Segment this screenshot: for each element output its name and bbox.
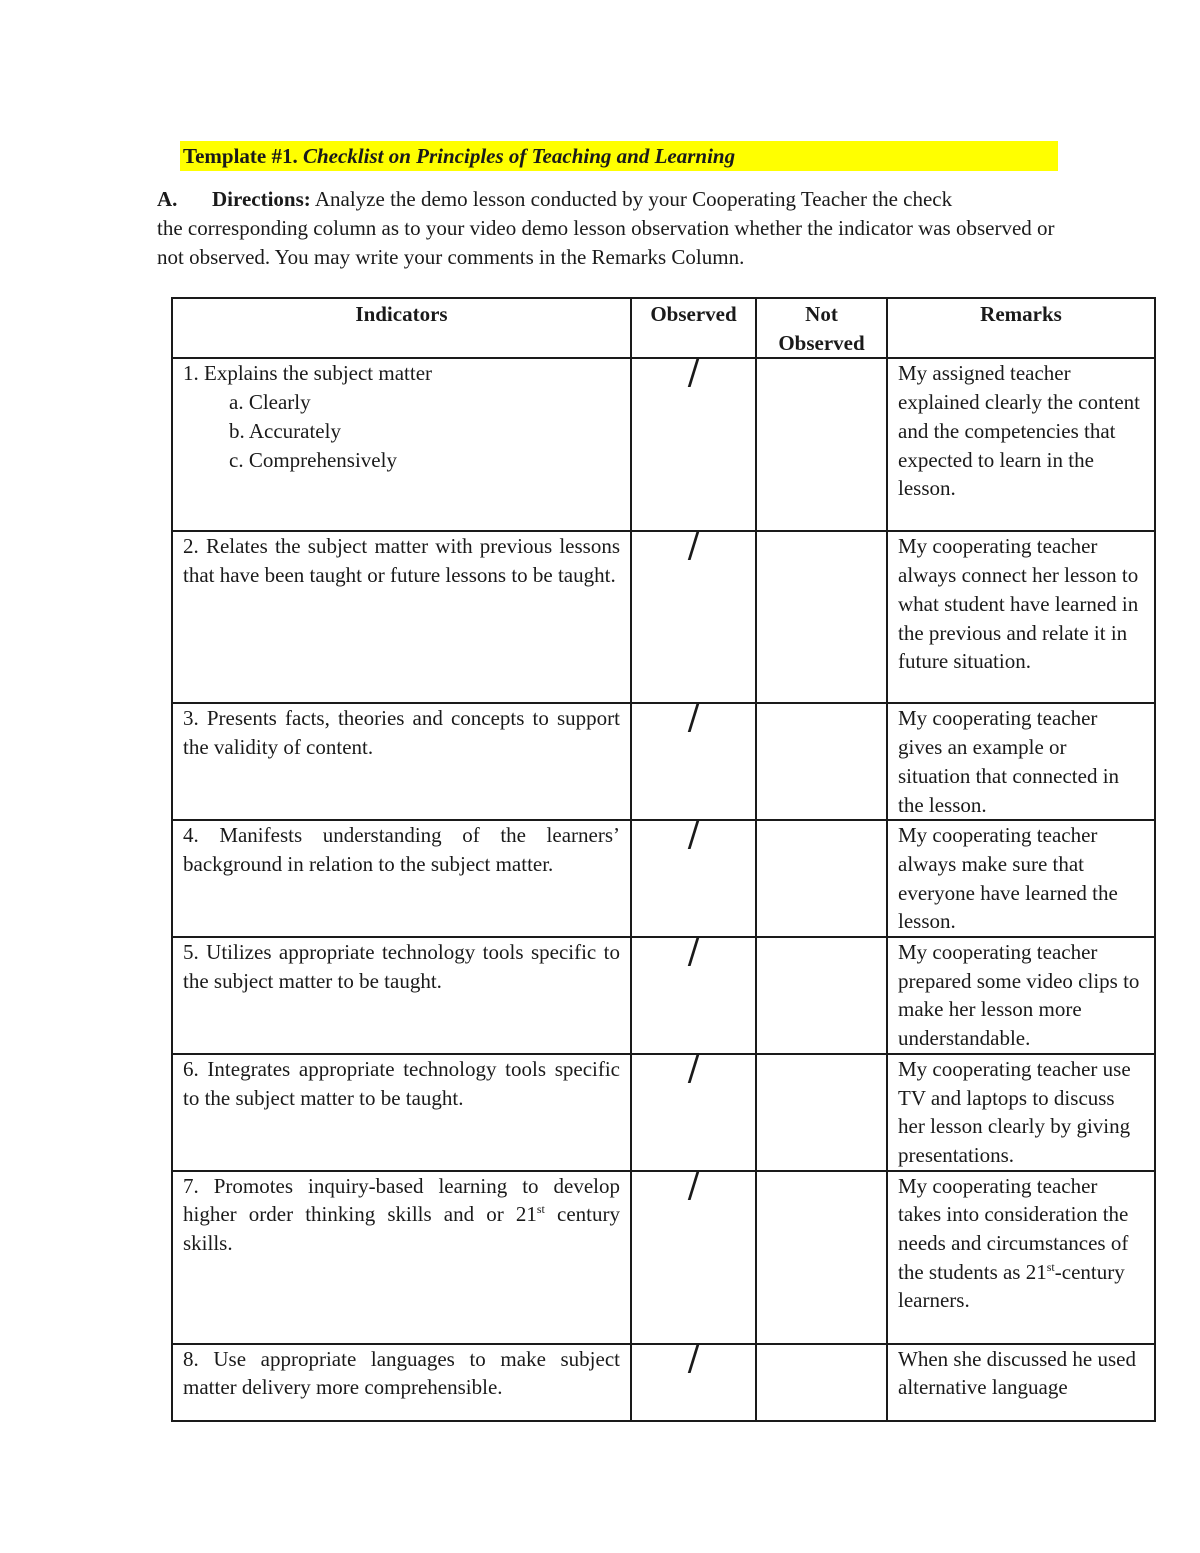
remarks-cell: My cooperating teacher always connect her lesson to what student have learned in the previous and relate it in future situation. <box>887 531 1155 703</box>
subitem: b. Accurately <box>229 418 341 443</box>
section-letter: A. <box>157 187 178 211</box>
table-row <box>172 937 1155 1054</box>
remarks-cell: My cooperating teacher use TV and laptops to discuss her lesson clearly by giving presentations. <box>887 1054 1155 1171</box>
table-row <box>172 1171 1155 1344</box>
indicator-subitems <box>183 388 620 474</box>
header-not-observed: Not Observed <box>756 298 887 358</box>
not-observed-cell <box>756 703 887 820</box>
template-title <box>180 141 1058 171</box>
ordinal-suffix: st <box>536 1202 545 1217</box>
not-observed-cell <box>756 1054 887 1171</box>
indicator-text: 1. Explains the subject matter <box>183 361 433 386</box>
checklist-table <box>171 297 1156 1422</box>
header-observed: Observed <box>631 298 756 358</box>
directions-paragraph <box>157 185 1057 272</box>
directions-text-first: Analyze the demo lesson conducted by your Cooperating Teacher the check <box>310 187 953 211</box>
checklist-title: Checklist on Principles of Teaching and Learning <box>302 144 736 168</box>
subitem: c. Comprehensively <box>229 447 397 472</box>
indicator-text: 7. Promotes inquiry-based learning to develop higher order thinking skills and or 21 <box>183 1173 620 1227</box>
indicator-cell <box>172 1171 631 1344</box>
remarks-cell: When she discussed he used alternative language <box>887 1344 1155 1421</box>
remarks-text-end: -century learners. <box>898 1259 1125 1313</box>
template-number: Template #1. <box>183 144 298 168</box>
not-observed-cell <box>756 1344 887 1421</box>
not-observed-cell <box>756 358 887 531</box>
table-row <box>172 703 1155 820</box>
not-observed-cell <box>756 1171 887 1344</box>
ordinal-suffix: st <box>1046 1259 1055 1274</box>
indicator-cell: 3. Presents facts, theories and concepts to support the validity of content. <box>172 703 631 820</box>
observed-check-mark: / <box>631 937 756 1054</box>
indicator-cell: 4. Manifests understanding of the learners’ background in relation to the subject matter. <box>172 820 631 937</box>
header-indicators: Indicators <box>172 298 631 358</box>
indicator-cell: 8. Use appropriate languages to make subject matter delivery more comprehensible. <box>172 1344 631 1421</box>
remarks-cell <box>887 1171 1155 1344</box>
not-observed-cell <box>756 820 887 937</box>
directions-label: Directions: <box>212 187 311 211</box>
observed-check-mark: / <box>631 703 756 820</box>
observed-check-mark: / <box>631 358 756 531</box>
observed-check-mark: / <box>631 1344 756 1421</box>
table-row <box>172 820 1155 937</box>
observed-check-mark: / <box>631 531 756 703</box>
remarks-text: My cooperating teacher takes into consideration the needs and circumstances of the students as 21 <box>898 1173 1129 1284</box>
indicator-cell <box>172 358 631 531</box>
directions-first-line <box>157 185 1057 214</box>
remarks-cell: My cooperating teacher gives an example or situation that connected in the lesson. <box>887 703 1155 820</box>
observed-check-mark: / <box>631 1171 756 1344</box>
not-observed-cell <box>756 937 887 1054</box>
table-row <box>172 1344 1155 1421</box>
observed-check-mark: / <box>631 1054 756 1171</box>
table-header-row <box>172 298 1155 358</box>
not-observed-cell <box>756 531 887 703</box>
observed-check-mark: / <box>631 820 756 937</box>
indicator-cell: 6. Integrates appropriate technology tools specific to the subject matter to be taught. <box>172 1054 631 1171</box>
directions-text-rest: the corresponding column as to your video demo lesson observation whether the indicator was observed or not observed. You may write your comments in the Remarks Column. <box>157 216 1055 269</box>
subitem: a. Clearly <box>229 390 311 415</box>
remarks-cell: My cooperating teacher prepared some video clips to make her lesson more understandable. <box>887 937 1155 1054</box>
indicator-cell: 2. Relates the subject matter with previous lessons that have been taught or future lessons to be taught. <box>172 531 631 703</box>
indicator-cell: 5. Utilizes appropriate technology tools specific to the subject matter to be taught. <box>172 937 631 1054</box>
remarks-cell: My cooperating teacher always make sure that everyone have learned the lesson. <box>887 820 1155 937</box>
table-row <box>172 358 1155 531</box>
table-row <box>172 531 1155 703</box>
remarks-cell: My assigned teacher explained clearly the content and the competencies that expected to learn in the lesson. <box>887 358 1155 531</box>
table-row <box>172 1054 1155 1171</box>
header-remarks: Remarks <box>887 298 1155 358</box>
indicator-text-end: century skills. <box>183 1202 620 1256</box>
